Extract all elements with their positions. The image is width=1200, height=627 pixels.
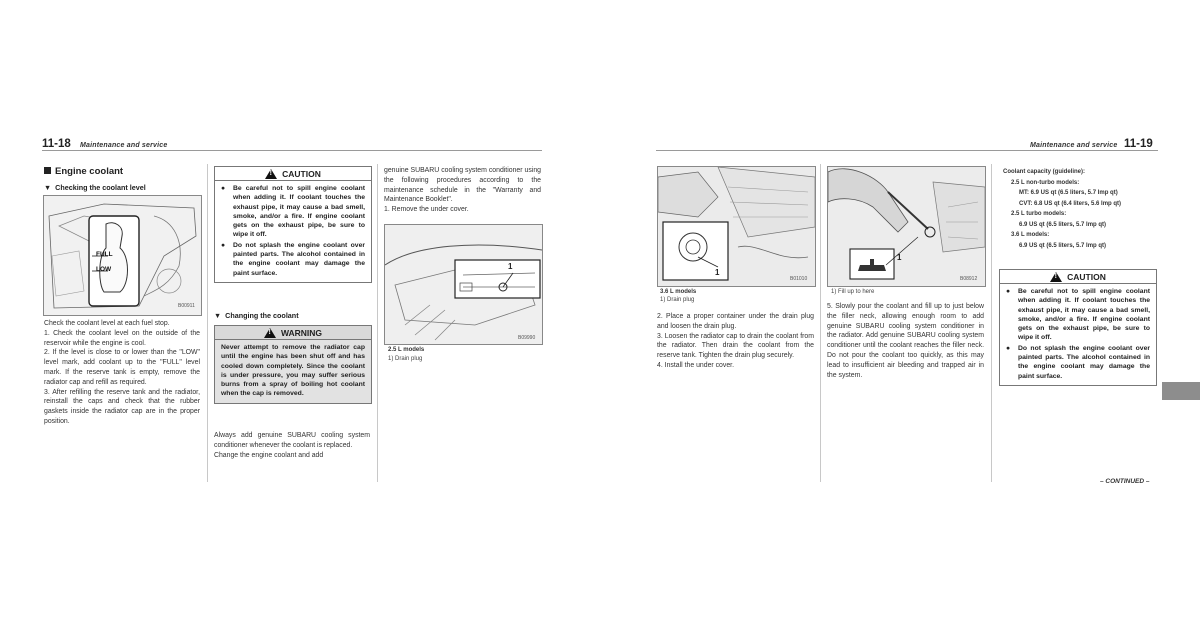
subheading-change: ▼ Changing the coolant [214, 311, 299, 320]
procedure-text [384, 166, 541, 215]
warning-triangle-icon [265, 169, 277, 179]
figure-label-full: FULL [96, 251, 113, 258]
warning-triangle-icon [264, 328, 276, 338]
figure-caption-title: 3.6 L models [660, 289, 697, 295]
capacity-line: MT: 6.9 US qt (6.5 liters, 5.7 Imp qt) [1019, 190, 1118, 196]
change-instructions [214, 431, 370, 460]
figure-caption-item: 1) Fill up to here [831, 289, 875, 295]
figure-callout-number: 1 [715, 268, 720, 277]
figure-radiator-3-6l [657, 166, 816, 287]
figure-engine-bay-reservoir [43, 195, 202, 316]
caution-item: ● Do not splash the engine coolant over painted parts. The alcohol contained in the engine coolant may damage the paint surface. [221, 241, 365, 277]
continued-label: – CONTINUED – [1100, 478, 1150, 485]
capacity-line: CVT: 6.8 US qt (6.4 liters, 5.6 Imp qt) [1019, 200, 1122, 207]
figure-caption-item: 1) Drain plug [660, 297, 695, 303]
caution-box-right [999, 269, 1157, 386]
figure-under-cover-2-5l [384, 224, 543, 345]
paragraph: 3. Loosen the radiator cap to drain the coolant from the radiator. Then drain the coolant from the reserve tank. Tighten the drain plug securely. [657, 332, 814, 360]
figure-caption-item: 1) Drain plug [388, 356, 423, 362]
check-instructions [44, 319, 200, 427]
coolant-capacity-list [999, 167, 1155, 251]
column-divider [377, 164, 378, 482]
paragraph: 2. If the level is close to or lower than the "LOW" level mark, add coolant up to the "FULL" level mark. If the reserve tank is empty, remove the radiator cap and refill as required. [44, 349, 200, 386]
paragraph: 3. After refilling the reserve tank and the radiator, reinstall the caps and check that the rubber gaskets inside the radiator cap are in the proper position. [44, 388, 200, 425]
paragraph: Check the coolant level at each fuel stop. [44, 320, 170, 327]
paragraph: 5. Slowly pour the coolant and fill up to just below the filler neck, allowing enough room to add genuine SUBARU cooling system conditioner in the radiator. Add genuine SUBARU cooling system conditioner until the coolant reaches the filler neck. Do not pour the coolant too quickly, as this may lead to insufficient air bleeding and trapped air in the system. [827, 303, 984, 379]
paragraph: 1. Remove the under cover. [384, 206, 469, 214]
page-number-right: 11-19 [1124, 138, 1153, 150]
warning-text: Never attempt to remove the radiator cap until the engine has been shut off and has cooled down completely. Since the coolant is under pressure, you may suffer serious burns from a spray of boiling hot coolant when the cap is removed. [215, 340, 371, 403]
paragraph: 1. Check the coolant level on the outside of the reservoir while the engine is cool. [44, 329, 200, 347]
chapter-tab-marker [1162, 382, 1200, 400]
paragraph: 4. Install the under cover. [657, 361, 734, 369]
header-rule-right [656, 150, 1158, 151]
section-title-left: Maintenance and service [80, 142, 168, 149]
figure-callout-number: 1 [897, 253, 902, 262]
figure-code: B08912 [960, 276, 978, 282]
subheading-check: ▼ Checking the coolant level [44, 183, 146, 192]
paragraph: Always add genuine SUBARU cooling system conditioner whenever the coolant is replaced. [214, 432, 370, 449]
paragraph: Change the engine coolant and add [214, 451, 324, 459]
capacity-line: 3.6 L models: [1011, 232, 1050, 238]
paragraph: 2. Place a proper container under the drain plug and loosen the drain plug. [657, 313, 814, 330]
column-divider [991, 164, 992, 482]
triangle-down-icon: ▼ [214, 311, 222, 320]
page-number-left: 11-18 [42, 138, 71, 150]
caution-header: ! CAUTION [1000, 270, 1156, 284]
warning-header: ! WARNING [215, 326, 371, 340]
warning-box [214, 325, 372, 404]
header-rule-left [42, 150, 542, 151]
procedure-text [827, 302, 984, 380]
page-heading: Engine coolant [44, 166, 123, 177]
figure-caption-title: 2.5 L models [388, 347, 425, 353]
triangle-down-icon: ▼ [44, 183, 52, 192]
caution-item: ● Be careful not to spill engine coolant when adding it. If coolant touches the exhaust pipe, it may cause a bad smell, smoke, and/or a fire. If engine coolant gets on the exhaust pipe, be sure to wipe it off. [1006, 288, 1150, 342]
figure-code: B00911 [178, 303, 195, 309]
capacity-line: 6.9 US qt (6.5 liters, 5.7 Imp qt) [1019, 242, 1107, 249]
warning-triangle-icon [1050, 272, 1062, 282]
procedure-text [657, 312, 814, 371]
figure-callout-number: 1 [508, 262, 513, 271]
square-bullet-icon [44, 167, 51, 174]
figure-code: B01010 [790, 276, 808, 282]
figure-code: B09990 [518, 335, 536, 341]
column-divider [820, 164, 821, 482]
caution-item: ● Be careful not to spill engine coolant when adding it. If coolant touches the exhaust pipe, it may cause a bad smell, smoke, and/or a fire. If engine coolant gets on the exhaust pipe, be sure to wipe it off. [221, 185, 365, 239]
capacity-line: 6.9 US qt (6.5 liters, 5.7 Imp qt) [1019, 221, 1107, 228]
figure-fill-radiator [827, 166, 986, 287]
caution-box-left [214, 166, 372, 283]
capacity-line: 2.5 L non-turbo models: [1011, 179, 1080, 186]
paragraph: genuine SUBARU cooling system conditioner using the following procedures according to the maintenance schedule in the "Warranty and Maintenance Booklet". [384, 167, 541, 204]
caution-header: ! CAUTION [215, 167, 371, 181]
capacity-line: Coolant capacity (guideline): [1003, 169, 1086, 175]
capacity-line: 2.5 L turbo models: [1011, 211, 1067, 217]
column-divider [207, 164, 208, 482]
figure-label-low: LOW [96, 266, 112, 273]
caution-item: ● Do not splash the engine coolant over painted parts. The alcohol contained in the engine coolant may damage the paint surface. [1006, 344, 1150, 380]
section-title-right: Maintenance and service [1030, 142, 1118, 149]
